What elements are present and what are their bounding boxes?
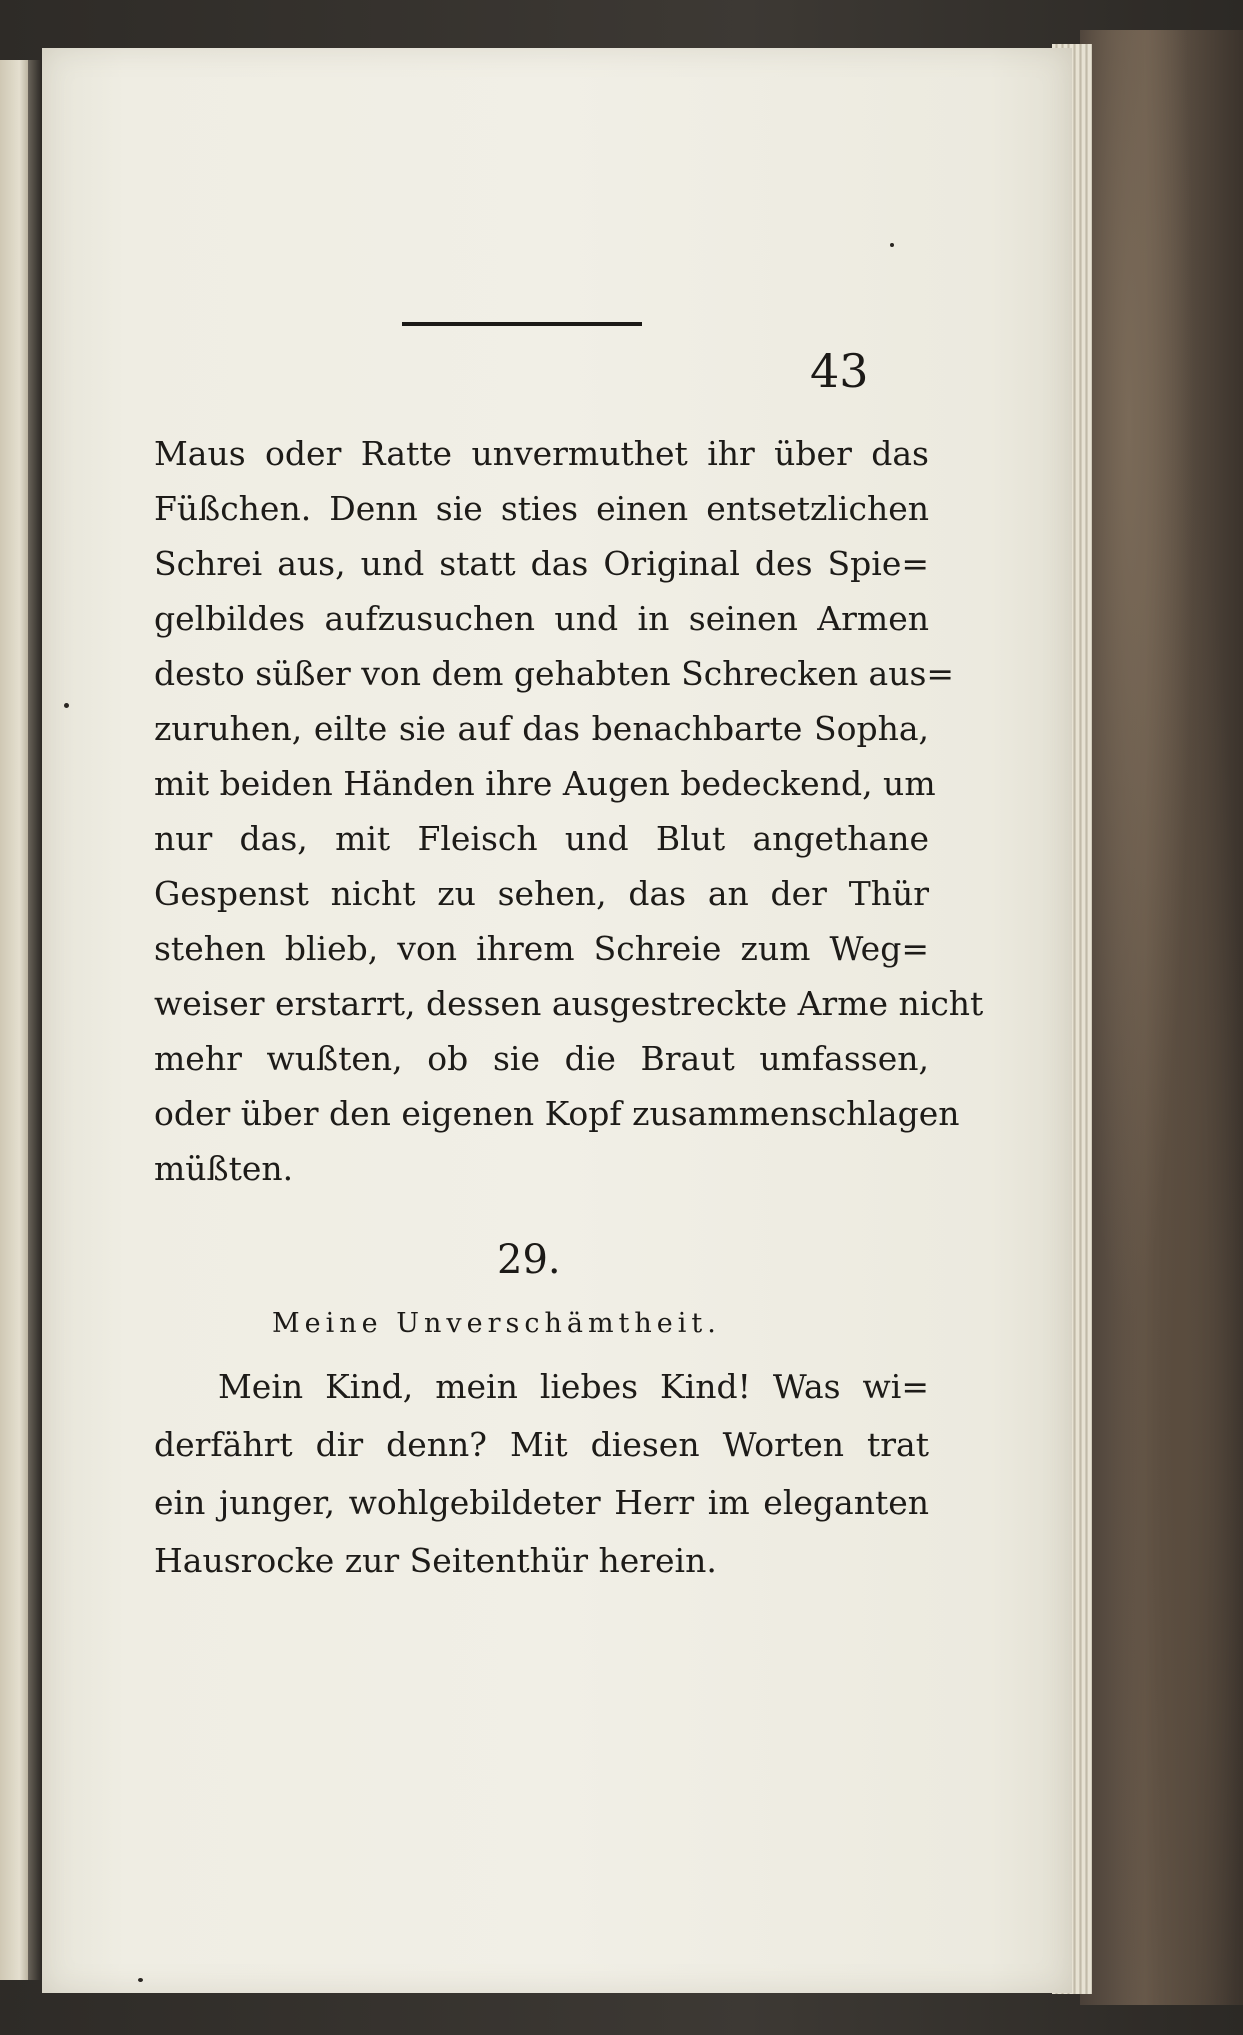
adjacent-page-edge — [0, 60, 28, 1980]
text-line: Gespenst nicht zu sehen, das an der Thür — [154, 874, 929, 913]
text-line: ein junger, wohlgebildeter Herr im eleganten — [154, 1483, 929, 1522]
text-line: mehr wußten, ob sie die Braut umfassen, — [154, 1039, 929, 1078]
text-line: weiser erstarrt, dessen ausgestreckte Arme nicht — [154, 984, 984, 1023]
text-line: gelbildes aufzusuchen und in seinen Armen — [154, 599, 929, 638]
text-line: Mein Kind, mein liebes Kind! Was wi= — [218, 1367, 929, 1406]
page-number: 43 — [810, 344, 869, 398]
text-line: Hausrocke zur Seitenthür herein. — [154, 1541, 717, 1580]
section-number: 29. — [497, 1237, 561, 1283]
text-line: derfährt dir denn? Mit diesen Worten trat — [154, 1425, 929, 1464]
text-line: nur das, mit Fleisch und Blut angethane — [154, 819, 929, 858]
text-line: oder über den eigenen Kopf zusammenschlagen — [154, 1094, 960, 1133]
text-line: zuruhen, eilte sie auf das benachbarte Sopha, — [154, 709, 929, 748]
paragraph-1 — [154, 426, 984, 1196]
text-line: stehen blieb, von ihrem Schreie zum Weg= — [154, 929, 929, 968]
paper-speck — [64, 703, 69, 708]
text-line: mit beiden Händen ihre Augen bedeckend, um — [154, 764, 936, 803]
back-cover-board — [1080, 30, 1243, 2005]
text-line: desto süßer von dem gehabten Schrecken aus= — [154, 654, 955, 693]
text-line: müßten. — [154, 1149, 294, 1188]
paper-speck — [890, 243, 894, 247]
text-line: Maus oder Ratte unvermuthet ihr über das — [154, 434, 929, 473]
section-title: Meine Unverschämtheit. — [272, 1308, 721, 1339]
paper-speck — [138, 1978, 143, 1982]
book-page — [42, 48, 1072, 1993]
paragraph-2 — [154, 1358, 929, 1590]
text-line: Schrei aus, und statt das Original des Spie= — [154, 544, 929, 583]
header-rule — [402, 322, 642, 326]
text-line: Füßchen. Denn sie sties einen entsetzlichen — [154, 489, 929, 528]
book-gutter — [28, 60, 42, 1980]
